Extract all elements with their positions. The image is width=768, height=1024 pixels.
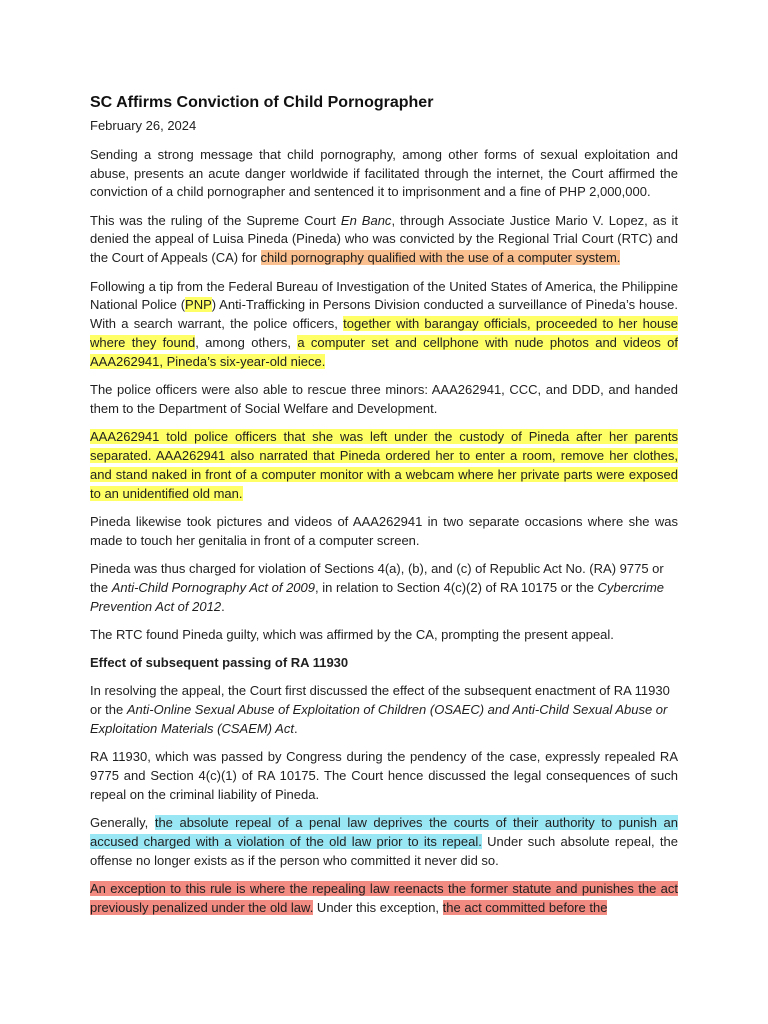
highlight-yellow-pnp: PNP (185, 297, 212, 313)
paragraph-7-italic-1: Anti-Child Pornography Act of 2009 (111, 579, 315, 595)
paragraph-10: RA 11930, which was passed by Congress during the pendency of the case, expressly repealed RA 9775 and Section 4(c)(1) of RA 10175. The Court hence discussed the legal consequences of such repeal on the criminal liability of Pineda. (90, 749, 678, 802)
paragraph-9 (90, 682, 678, 738)
paragraph-3 (90, 278, 678, 372)
highlight-yellow-testimony: AAA262941 told police officers that she was left under the custody of Pineda after her parents separated. AAA262941 also narrated that Pineda ordered her to enter a room, remove her clothes, and stand naked in front of a computer monitor with a webcam where her private parts were exposed to an unidentified old man. (90, 429, 678, 501)
paragraph-7-text-a: Pineda was thus charged for violation of Sections 4(a), (b), and (c) of Republic Act No. (RA) 9775 or the (90, 560, 664, 595)
paragraph-12 (90, 880, 678, 918)
paragraph-2-italic: En Banc (340, 212, 392, 228)
paragraph-1: Sending a strong message that child pornography, among other forms of sexual exploitation and abuse, presents an acute danger worldwide if facilitated through the internet, the Court affirmed the conviction of a child pornographer and sentenced it to imprisonment and a fine of PHP 2,000,000. (90, 146, 678, 200)
paragraph-3-text-c: , among others, (195, 334, 298, 350)
paragraph-12-text-a: Under this exception, (313, 899, 443, 915)
paragraph-9-text-c: . (293, 721, 298, 737)
paragraph-9-text-a: In resolving the appeal, the Court first discussed the effect of the subsequent enactment of RA 11930 or the (90, 683, 670, 718)
section-subheading: Effect of subsequent passing of RA 11930 (90, 655, 349, 671)
paragraph-3-text-b: ) Anti-Trafficking in Persons Division conducted a surveillance of Pineda’s house. With a search warrant, the police officers, (90, 297, 678, 332)
paragraph-11-text-a: Generally, (90, 815, 155, 831)
paragraph-7 (90, 560, 678, 616)
paragraph-6: Pineda likewise took pictures and videos of AAA262941 in two separate occasions where she was made to touch her genitalia in front of a computer screen. (90, 513, 678, 548)
article-title: SC Affirms Conviction of Child Pornographer (90, 94, 434, 111)
paragraph-2-text-a: This was the ruling of the Supreme Court (90, 212, 341, 228)
paragraph-7-text-c: , in relation to Section 4(c)(2) of RA 10175 or the (315, 579, 598, 595)
highlight-yellow-computer: a computer set and cellphone with nude photos and videos of AAA262941, Pineda’s six-year-old niece. (90, 334, 679, 369)
paragraph-11-text-b: Under such absolute repeal, the offense no longer exists as if the person who committed it never did so. (90, 834, 678, 868)
paragraph-3-text-a: Following a tip from the Federal Bureau of Investigation of the United States of America, the Philippine National Police ( (90, 278, 678, 313)
paragraph-4: The police officers were also able to rescue three minors: AAA262941, CCC, and DDD, and handed them to the Department of Social Welfare and Development. (90, 382, 678, 416)
highlight-yellow-barangay: together with barangay officials, proceeded to her house where they found (90, 316, 678, 350)
highlight-red-act: the act committed before the (442, 899, 608, 915)
paragraph-7-text-e: . (221, 598, 225, 614)
highlight-red-exception: An exception to this rule is where the repealing law reenacts the former statute and punishes the act previously penalized under the old law. (90, 881, 678, 915)
article (90, 92, 678, 927)
highlight-orange: child pornography qualified with the use of a computer system. (260, 250, 621, 266)
highlight-blue: the absolute repeal of a penal law deprives the courts of their authority to punish an accused charged with a violation of the old law prior to its repeal. (90, 815, 678, 849)
article-date: February 26, 2024 (90, 118, 197, 133)
paragraph-7-italic-2: Cybercrime Prevention Act of 2012 (90, 579, 665, 614)
paragraph-5 (90, 428, 678, 503)
paragraph-2-text-c: , through Associate Justice Mario V. Lopez, as it denied the appeal of Luisa Pineda (Pineda) who was convicted by the Regional Trial Court (RTC) and the Court of Appeals (CA) for (90, 212, 679, 266)
paragraph-9-italic: Anti-Online Sexual Abuse of Exploitation of Children (OSAEC) and Anti-Child Sexual Abuse or Exploitation Materials (CSAEM) Act (90, 702, 668, 737)
paragraph-11 (90, 814, 678, 870)
paragraph-8: The RTC found Pineda guilty, which was affirmed by the CA, prompting the present appeal. (90, 626, 614, 642)
paragraph-2 (90, 212, 678, 268)
